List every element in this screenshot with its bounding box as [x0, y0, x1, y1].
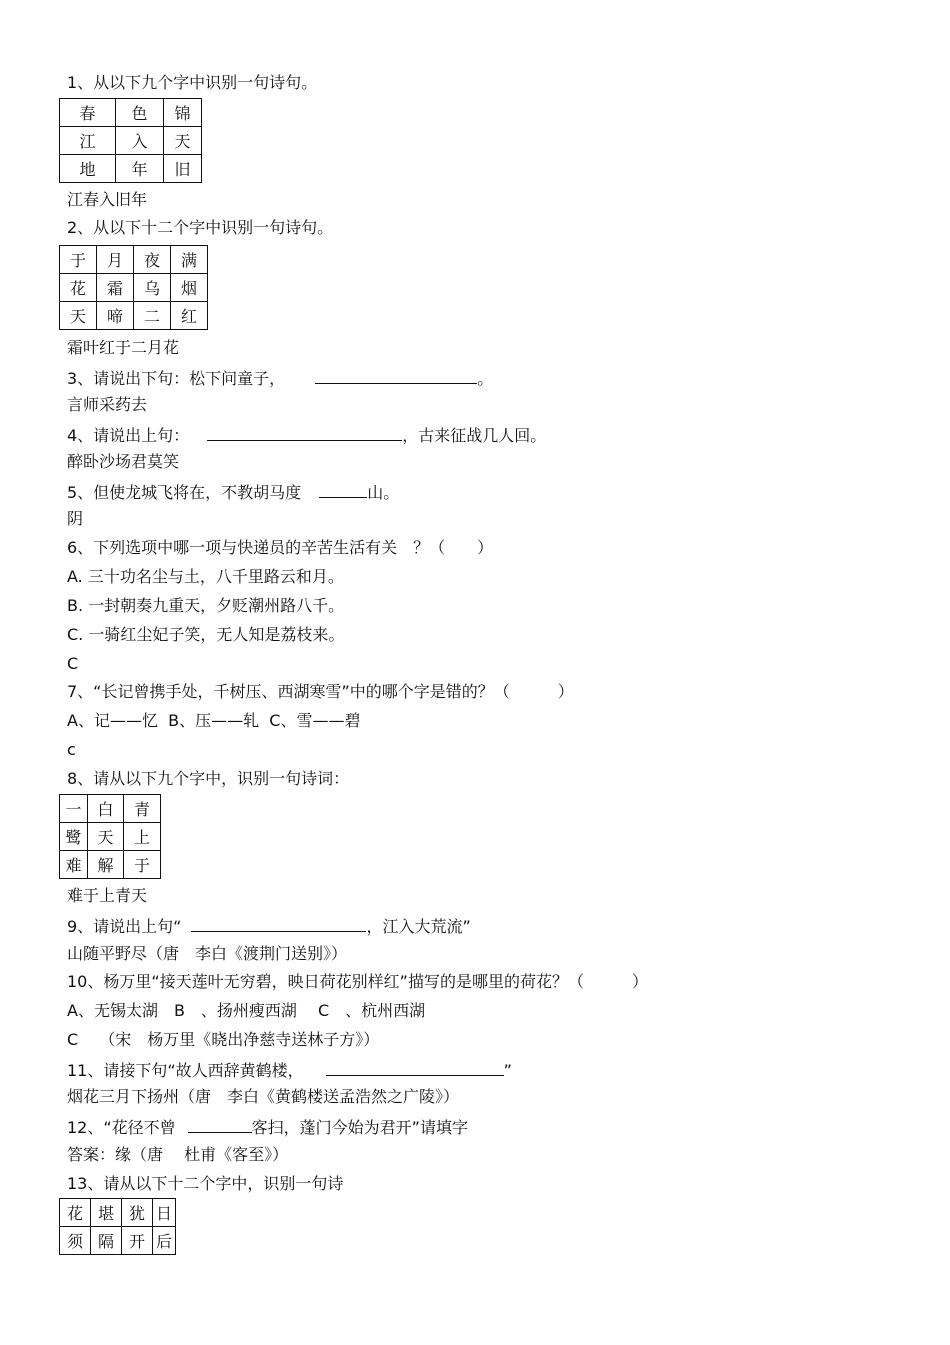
grid-cell: 青	[124, 795, 161, 823]
q10-options: A、无锡太湖 B 、扬州瘦西湖 C 、杭州西湖	[67, 1001, 426, 1020]
grid-cell: 解	[88, 851, 124, 879]
q12-answer: 答案：缘（唐 杜甫《客至》）	[67, 1145, 289, 1164]
grid-cell: 乌	[134, 274, 171, 302]
q12-suffix: 客扫，蓬门今始为君开”请填字	[251, 1118, 468, 1137]
grid-cell: 色	[116, 99, 164, 127]
q4-suffix: ，古来征战几人回。	[402, 426, 547, 445]
grid-cell: 夜	[134, 246, 171, 274]
q1-title: 1、从以下九个字中识别一句诗句。	[67, 73, 318, 92]
grid-cell: 堪	[91, 1199, 122, 1227]
grid-cell: 于	[60, 246, 97, 274]
q4-title	[67, 424, 546, 446]
grid-cell: 开	[122, 1227, 153, 1255]
grid-cell: 江	[60, 127, 116, 155]
grid-cell: 白	[88, 795, 124, 823]
grid-cell: 犹	[122, 1199, 153, 1227]
q8-char-grid	[59, 794, 161, 879]
q6-option-b: B. 一封朝奏九重天，夕贬潮州路八千。	[67, 596, 345, 615]
grid-cell: 于	[124, 851, 161, 879]
grid-cell: 月	[97, 246, 134, 274]
q2-char-grid	[59, 245, 208, 330]
grid-cell: 隔	[91, 1227, 122, 1255]
grid-cell: 花	[60, 274, 97, 302]
q2-answer: 霜叶红于二月花	[67, 338, 180, 357]
grid-cell: 难	[60, 851, 88, 879]
grid-cell: 烟	[171, 274, 208, 302]
grid-cell: 入	[116, 127, 164, 155]
q13-title: 13、请从以下十二个字中，识别一句诗	[67, 1174, 344, 1193]
grid-cell: 一	[60, 795, 88, 823]
q10-title: 10、杨万里“接天莲叶无穷碧，映日荷花别样红”描写的是哪里的荷花？（ ）	[67, 972, 648, 991]
grid-cell: 须	[60, 1227, 91, 1255]
q12-blank	[188, 1116, 252, 1133]
q5-suffix: 山。	[367, 483, 400, 502]
q6-option-c: C. 一骑红尘妃子笑，无人知是荔枝来。	[67, 625, 345, 644]
q11-prompt: 11、请接下句“故人西辞黄鹤楼，	[67, 1061, 304, 1080]
q4-answer: 醉卧沙场君莫笑	[67, 452, 180, 471]
q3-answer: 言师采药去	[67, 395, 148, 414]
q3-title	[67, 367, 493, 389]
q1-char-grid	[59, 98, 202, 183]
q8-answer: 难于上青天	[67, 886, 148, 905]
q11-blank	[326, 1059, 504, 1076]
q10-answer: C （宋 杨万里《晓出净慈寺送林子方》）	[67, 1030, 380, 1049]
q6-answer: C	[67, 654, 79, 673]
q11-answer: 烟花三月下扬州（唐 李白《黄鹤楼送孟浩然之广陵》）	[67, 1087, 460, 1106]
q7-answer: c	[67, 740, 76, 759]
q12-prompt: 12、“花径不曾	[67, 1118, 176, 1137]
grid-cell: 啼	[97, 302, 134, 330]
q9-suffix: ，江入大荒流”	[366, 917, 471, 936]
q7-title: 7、“长记曾携手处，千树压、西湖寒雪”中的哪个字是错的？（ ）	[67, 682, 574, 701]
grid-cell: 春	[60, 99, 116, 127]
grid-cell: 天	[88, 823, 124, 851]
grid-cell: 天	[60, 302, 97, 330]
q3-blank	[315, 367, 477, 384]
q5-blank	[319, 481, 367, 498]
q6-option-a: A. 三十功名尘与土，八千里路云和月。	[67, 567, 344, 586]
q7-options: A、记——忆 B、压——轧 C、雪——碧	[67, 711, 361, 730]
grid-cell: 旧	[164, 155, 202, 183]
grid-cell: 红	[171, 302, 208, 330]
grid-cell: 满	[171, 246, 208, 274]
q9-title	[67, 915, 471, 937]
grid-cell: 锦	[164, 99, 202, 127]
grid-cell: 后	[153, 1227, 176, 1255]
q11-title	[67, 1059, 512, 1081]
q13-char-grid	[59, 1198, 176, 1255]
q4-prompt: 4、请说出上句：	[67, 426, 190, 445]
grid-cell: 天	[164, 127, 202, 155]
q9-blank	[191, 915, 366, 932]
q9-prompt: 9、请说出上句“	[67, 917, 182, 936]
q12-title	[67, 1116, 468, 1138]
q3-suffix: 。	[477, 369, 494, 388]
q8-title: 8、请从以下九个字中，识别一句诗词：	[67, 769, 350, 788]
q11-suffix: ”	[503, 1061, 512, 1080]
grid-cell: 霜	[97, 274, 134, 302]
q5-prompt: 5、但使龙城飞将在，不教胡马度	[67, 483, 302, 502]
grid-cell: 日	[153, 1199, 176, 1227]
q2-title: 2、从以下十二个字中识别一句诗句。	[67, 218, 334, 237]
q9-answer: 山随平野尽（唐 李白《渡荆门送别》）	[67, 944, 348, 963]
grid-cell: 二	[134, 302, 171, 330]
q3-prompt: 3、请说出下句：松下问童子，	[67, 369, 286, 388]
q4-blank	[207, 424, 402, 441]
q5-title	[67, 481, 399, 503]
q6-title: 6、下列选项中哪一项与快递员的辛苦生活有关 ？（ ）	[67, 538, 494, 557]
q1-answer: 江春入旧年	[67, 190, 148, 209]
grid-cell: 上	[124, 823, 161, 851]
grid-cell: 年	[116, 155, 164, 183]
grid-cell: 花	[60, 1199, 91, 1227]
q5-answer: 阴	[67, 509, 84, 528]
grid-cell: 鹭	[60, 823, 88, 851]
grid-cell: 地	[60, 155, 116, 183]
